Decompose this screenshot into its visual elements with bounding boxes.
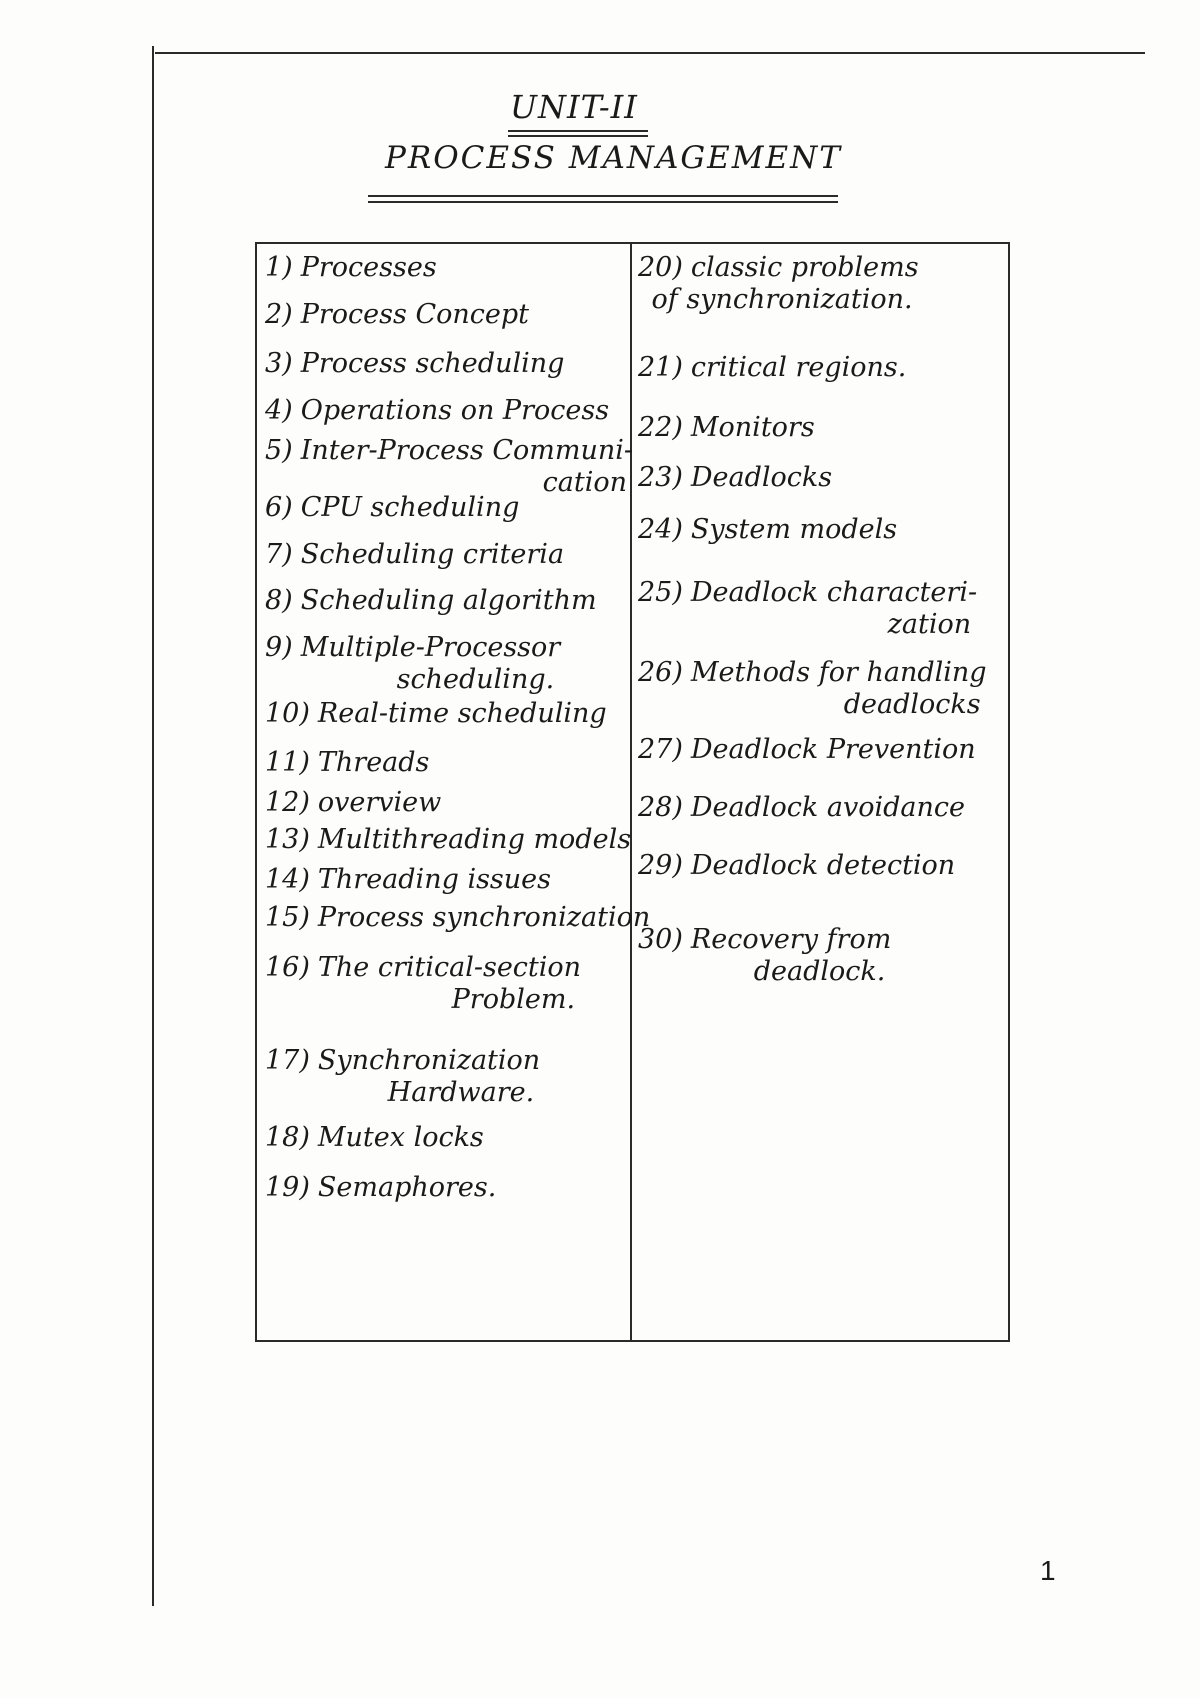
topic-number: 29) bbox=[638, 850, 683, 881]
topic-number: 16) bbox=[265, 952, 310, 983]
topic-text: overview bbox=[317, 787, 442, 818]
topic-item bbox=[265, 252, 437, 284]
topic-item bbox=[265, 902, 650, 934]
unit-heading: UNIT-II bbox=[510, 88, 638, 126]
topic-text: Process Concept bbox=[300, 299, 529, 330]
topic-text: Threading issues bbox=[317, 864, 552, 895]
topic-text-continuation: scheduling. bbox=[396, 664, 555, 696]
topic-text: Deadlock Prevention bbox=[690, 734, 976, 765]
page-margin-rule bbox=[152, 46, 154, 1606]
topic-item bbox=[638, 514, 897, 546]
topic-item bbox=[265, 395, 609, 427]
topic-number: 3) bbox=[265, 348, 293, 379]
topic-number: 12) bbox=[265, 787, 310, 818]
topic-text: Operations on Process bbox=[300, 395, 610, 426]
topic-number: 2) bbox=[265, 299, 293, 330]
topic-text: Mutex locks bbox=[317, 1122, 484, 1153]
topic-item bbox=[265, 492, 519, 524]
topic-text: Multiple-Processor bbox=[300, 632, 561, 663]
topic-item bbox=[265, 348, 564, 380]
topic-text: Synchronization bbox=[317, 1045, 541, 1076]
table-column-divider bbox=[630, 242, 632, 1342]
topic-number: 20) bbox=[638, 252, 683, 283]
topic-item bbox=[265, 952, 581, 1017]
topic-number: 1) bbox=[265, 252, 293, 283]
topic-number: 27) bbox=[638, 734, 683, 765]
topic-number: 24) bbox=[638, 514, 683, 545]
topic-text-continuation: cation bbox=[542, 467, 628, 499]
topic-item bbox=[638, 924, 891, 989]
topic-item bbox=[265, 1122, 484, 1154]
topic-text: Deadlock characteri- bbox=[690, 577, 978, 608]
topic-number: 7) bbox=[265, 539, 293, 570]
topic-item bbox=[265, 299, 529, 331]
topic-number: 13) bbox=[265, 824, 310, 855]
topic-text: Deadlock detection bbox=[690, 850, 956, 881]
topic-text: System models bbox=[690, 514, 898, 545]
unit-underline bbox=[508, 130, 648, 132]
topic-number: 25) bbox=[638, 577, 683, 608]
topic-item bbox=[638, 850, 955, 882]
page-top-rule bbox=[155, 52, 1145, 54]
topic-number: 21) bbox=[638, 352, 683, 383]
topic-number: 10) bbox=[265, 698, 310, 729]
topic-text: Deadlocks bbox=[690, 462, 833, 493]
topic-number: 22) bbox=[638, 412, 683, 443]
topic-text: Recovery from bbox=[690, 924, 892, 955]
topic-text-continuation: zation bbox=[887, 609, 972, 641]
topic-item bbox=[265, 585, 597, 617]
topic-text: The critical-section bbox=[317, 952, 582, 983]
topic-number: 6) bbox=[265, 492, 293, 523]
topic-item bbox=[638, 462, 832, 494]
topic-text-continuation: of synchronization. bbox=[651, 284, 913, 316]
topic-number: 19) bbox=[265, 1172, 310, 1203]
topic-text: Methods for handling bbox=[690, 657, 987, 688]
topic-text: Process scheduling bbox=[300, 348, 565, 379]
page-title: PROCESS MANAGEMENT bbox=[385, 140, 842, 176]
topic-text: critical regions. bbox=[690, 352, 907, 383]
topic-number: 30) bbox=[638, 924, 683, 955]
topic-text: Monitors bbox=[690, 412, 815, 443]
topic-text: Threads bbox=[317, 747, 430, 778]
topic-number: 11) bbox=[265, 747, 310, 778]
topic-item bbox=[638, 577, 977, 642]
topic-item bbox=[265, 824, 631, 856]
topic-text: Real-time scheduling bbox=[317, 698, 607, 729]
topic-item bbox=[265, 632, 560, 697]
topic-text: Deadlock avoidance bbox=[690, 792, 965, 823]
topic-text: Scheduling criteria bbox=[300, 539, 565, 570]
topic-text: Scheduling algorithm bbox=[300, 585, 597, 616]
topic-number: 18) bbox=[265, 1122, 310, 1153]
topic-item bbox=[638, 792, 965, 824]
topic-item bbox=[265, 747, 429, 779]
topic-number: 9) bbox=[265, 632, 293, 663]
topic-item bbox=[638, 657, 987, 722]
topic-item bbox=[638, 352, 906, 384]
topic-text-continuation: deadlock. bbox=[753, 956, 886, 988]
unit-underline bbox=[508, 135, 648, 137]
topic-number: 4) bbox=[265, 395, 293, 426]
topic-item bbox=[638, 734, 976, 766]
topic-item bbox=[265, 539, 564, 571]
topic-number: 26) bbox=[638, 657, 683, 688]
topic-text: CPU scheduling bbox=[300, 492, 520, 523]
page-number: 1 bbox=[1040, 1555, 1056, 1586]
topic-number: 15) bbox=[265, 902, 310, 933]
title-underline bbox=[368, 201, 838, 203]
topic-text: Semaphores. bbox=[317, 1172, 497, 1203]
topic-item bbox=[265, 1045, 540, 1110]
topic-number: 28) bbox=[638, 792, 683, 823]
topic-text: Inter-Process Communi- bbox=[300, 435, 634, 466]
topic-number: 14) bbox=[265, 864, 310, 895]
topic-item bbox=[265, 435, 633, 500]
topic-item bbox=[265, 864, 551, 896]
topic-text: classic problems bbox=[690, 252, 919, 283]
topic-item bbox=[638, 252, 919, 317]
topic-text-continuation: Hardware. bbox=[387, 1077, 535, 1109]
topic-number: 23) bbox=[638, 462, 683, 493]
topic-text: Processes bbox=[300, 252, 437, 283]
topic-text: Multithreading models bbox=[317, 824, 632, 855]
topic-number: 8) bbox=[265, 585, 293, 616]
topic-number: 17) bbox=[265, 1045, 310, 1076]
topic-text-continuation: deadlocks bbox=[843, 689, 981, 721]
topic-item bbox=[638, 412, 815, 444]
topic-item bbox=[265, 1172, 496, 1204]
topic-item bbox=[265, 698, 607, 730]
topic-text: Process synchronization bbox=[317, 902, 651, 933]
topic-item bbox=[265, 787, 441, 819]
topic-text-continuation: Problem. bbox=[451, 984, 576, 1016]
topic-number: 5) bbox=[265, 435, 293, 466]
title-underline bbox=[368, 195, 838, 197]
